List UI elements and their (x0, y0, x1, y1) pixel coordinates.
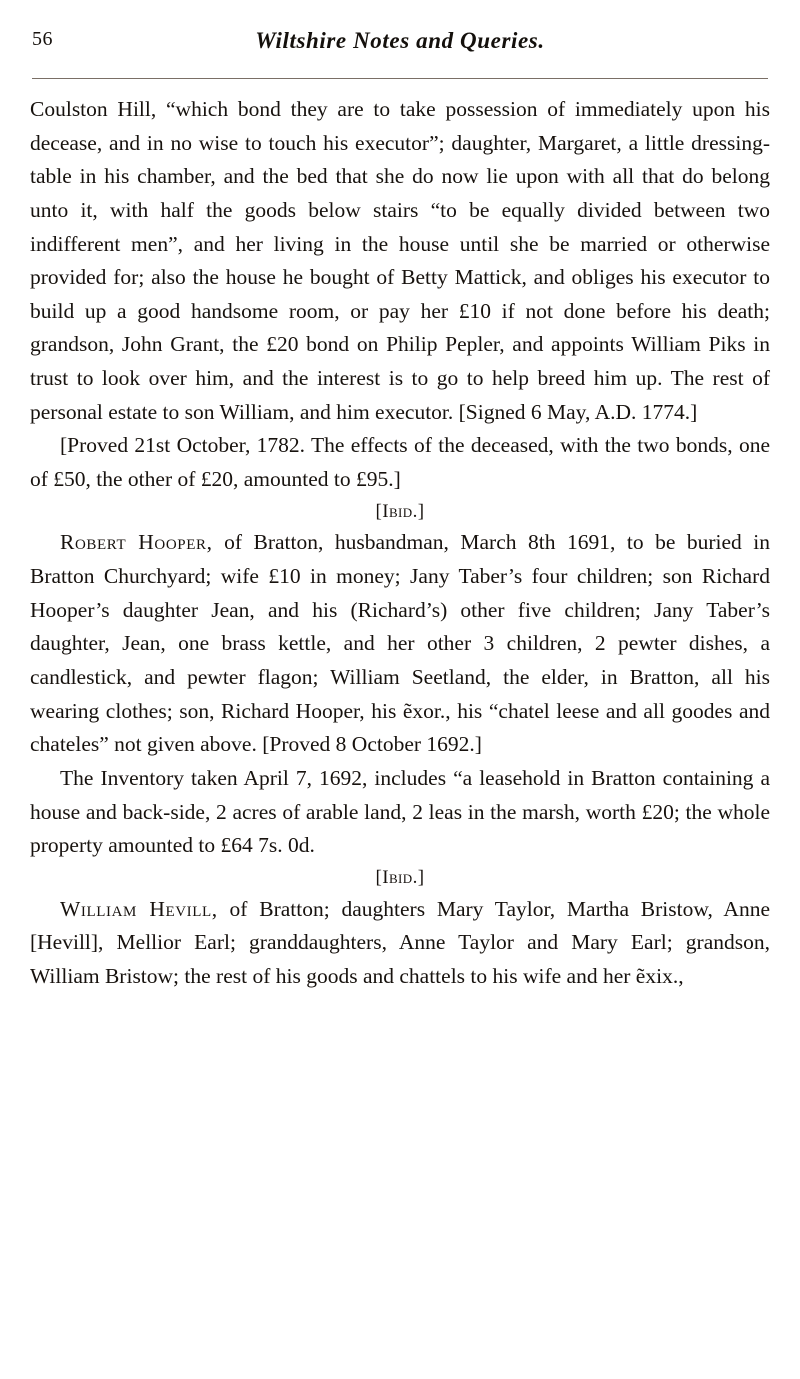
paragraph-inventory-1692: The Inventory taken April 7, 1692, includes “a leasehold in Bratton containing a house and back-side, 2 acres of arable land, 2 leas in the marsh, worth £20; the whole property amounted to £64 7s. 0d. (30, 765, 770, 858)
page-body (30, 93, 770, 993)
page-header (30, 28, 770, 68)
paragraph-william-hevill-text: of Bratton; daughters Mary Taylor, Martha Bristow, Anne [Hevill], Mellior Earl; granddaughters, Anne Taylor and Mary Earl; grandson, William Bristow; the rest of his goods and chattels to his wife and her ẽxix., (30, 896, 771, 988)
paragraph-robert-hooper-text: of Bratton, husbandman, March 8th 1691, to be buried in Bratton Churchyard; wife £10 in money; Jany Taber’s four children; son Richard Hooper’s daughter Jean, and his (Richard’s) other five children; Jany Taber’s daughter, Jean, one brass kettle, and her other 3 children, 2 pewter dishes, a candlestick, and pewter flagon; William Seetland, the elder, in Bratton, all his wearing clothes; son, Richard Hooper, his ẽxor., his “chatel leese and all goodes and chateles” not given above. [Proved 8 October 1692.] (30, 530, 771, 757)
testator-name-robert-hooper: Robert Hooper, (60, 530, 213, 555)
paragraph-proved-1782: [Proved 21st October, 1782. The effects of the deceased, with the two bonds, one of £50, the other of £20, amounted to £95.] (30, 433, 770, 492)
running-title: Wiltshire Notes and Queries. (255, 28, 545, 53)
header-divider (32, 78, 768, 79)
paragraph-robert-hooper (30, 526, 770, 761)
testator-name-william-hevill: William Hevill, (60, 896, 218, 921)
paragraph-william-hevill (30, 893, 770, 994)
paragraph-coulston-hill: Coulston Hill, “which bond they are to take possession of immediately upon his decease, and in no wise to touch his executor”; daughter, Margaret, a little dressing-table in his chamber, and the bed that she do now lie upon with all that do belong unto it, with half the goods below stairs “to be equally divided between two indifferent men”, and her living in the house until she be married or otherwise provided for; also the house he bought of Betty Mattick, and obliges his executor to build up a good handsome room, or pay her £10 if not done before his death; grandson, John Grant, the £20 bond on Philip Pepler, and appoints William Piks in trust to look over him, and the interest is to go to help breed him up. The rest of personal estate to son William, and him executor. [Signed 6 May, A.D. 1774.] (30, 97, 770, 424)
section-mark-ibid-1: [Ibid.] (375, 500, 425, 522)
page-number: 56 (32, 28, 53, 50)
section-mark-ibid-2: [Ibid.] (375, 866, 425, 888)
